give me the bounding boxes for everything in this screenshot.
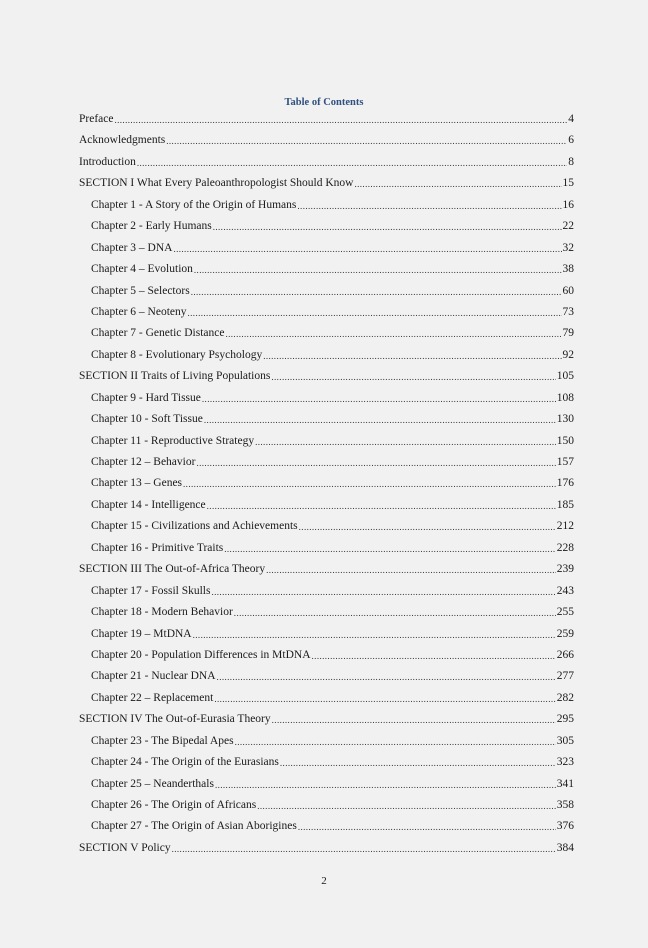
toc-entry-page: 79 (562, 327, 574, 340)
toc-entry-label: Chapter 3 – DNA (91, 241, 173, 254)
toc-entry-page: 60 (562, 284, 574, 297)
toc-chapter-entry[interactable] (79, 282, 574, 303)
dot-leader (266, 561, 556, 575)
toc-entry-label: Chapter 6 – Neoteny (91, 305, 187, 318)
toc-chapter-entry[interactable] (79, 689, 574, 710)
toc-entry-label: SECTION IV The Out-of-Eurasia Theory (79, 713, 271, 726)
toc-chapter-entry[interactable] (79, 196, 574, 217)
toc-chapter-entry[interactable] (79, 453, 574, 474)
dot-leader (299, 518, 556, 532)
toc-chapter-entry[interactable] (79, 817, 574, 838)
toc-entry-page: 92 (562, 348, 574, 361)
toc-entry-label: Chapter 17 - Fossil Skulls (91, 584, 211, 597)
toc-entry-page: 4 (568, 113, 574, 125)
dot-leader (213, 218, 562, 232)
dot-leader (173, 240, 561, 254)
dot-leader (191, 283, 562, 297)
toc-entry-label: Chapter 24 - The Origin of the Eurasians (91, 756, 279, 769)
toc-entry-page: 341 (556, 777, 574, 790)
dot-leader (114, 111, 567, 125)
toc-entry-label: Chapter 14 - Intelligence (91, 498, 206, 511)
toc-entry-page: 295 (556, 713, 574, 726)
toc-entry-label: Chapter 21 - Nuclear DNA (91, 670, 216, 683)
dot-leader (214, 690, 555, 704)
toc-chapter-entry[interactable] (79, 753, 574, 774)
toc-section-entry[interactable] (79, 110, 574, 131)
toc-entry-label: SECTION I What Every Paleoanthropologist Should Know (79, 177, 354, 190)
toc-entry-label: Chapter 9 - Hard Tissue (91, 391, 201, 404)
toc-entry-label: Chapter 7 - Genetic Distance (91, 327, 225, 340)
toc-entry-label: Chapter 8 - Evolutionary Psychology (91, 348, 263, 361)
toc-entry-label: Chapter 20 - Population Differences in MtDNA (91, 648, 311, 661)
toc-entry-label: SECTION V Policy (79, 841, 171, 854)
toc-entry-page: 259 (556, 627, 574, 640)
toc-section-entry[interactable] (79, 131, 574, 152)
dot-leader (255, 433, 556, 447)
toc-entry-page: 239 (556, 563, 574, 576)
toc-entry-label: SECTION II Traits of Living Populations (79, 370, 271, 383)
toc-chapter-entry[interactable] (79, 732, 574, 753)
toc-entry-label: Chapter 22 – Replacement (91, 691, 214, 704)
dot-leader (202, 390, 556, 404)
toc-chapter-entry[interactable] (79, 539, 574, 560)
toc-entry-label: Chapter 15 - Civilizations and Achievements (91, 520, 298, 533)
dot-leader (217, 668, 556, 682)
toc-entry-label: Chapter 19 – MtDNA (91, 627, 192, 640)
toc-entry-label: SECTION III The Out-of-Africa Theory (79, 563, 266, 576)
toc-chapter-entry[interactable] (79, 217, 574, 238)
dot-leader (224, 540, 556, 554)
dot-leader (193, 626, 556, 640)
toc-entry-page: 305 (556, 734, 574, 747)
dot-leader (271, 368, 555, 382)
toc-entry-page: 228 (556, 541, 574, 554)
toc-chapter-entry[interactable] (79, 667, 574, 688)
toc-entry-page: 6 (568, 134, 574, 147)
dot-leader (225, 325, 561, 339)
toc-entry-page: 212 (556, 520, 574, 533)
toc-section-entry[interactable] (79, 710, 574, 731)
toc-entry-label: Chapter 18 - Modern Behavior (91, 606, 233, 619)
toc-entry-label: Chapter 10 - Soft Tissue (91, 413, 203, 426)
dot-leader (215, 776, 556, 790)
toc-chapter-entry[interactable] (79, 410, 574, 431)
toc-entry-label: Chapter 11 - Reproductive Strategy (91, 434, 255, 447)
toc-chapter-entry[interactable] (79, 582, 574, 603)
toc-chapter-entry[interactable] (79, 517, 574, 538)
toc-entry-page: 105 (556, 370, 574, 383)
toc-section-entry[interactable] (79, 367, 574, 388)
dot-leader (298, 818, 556, 832)
toc-entry-label: Preface (79, 113, 114, 125)
toc-entry-page: 243 (556, 584, 574, 597)
toc-entry-label: Chapter 12 – Behavior (91, 456, 196, 468)
toc-entry-page: 16 (562, 198, 574, 211)
toc-entry-page: 38 (562, 263, 574, 276)
toc-chapter-entry[interactable] (79, 260, 574, 281)
dot-leader (172, 840, 556, 854)
dot-leader (196, 454, 555, 468)
toc-entry-label: Chapter 27 - The Origin of Asian Aborigines (91, 820, 297, 833)
toc-entry-page: 376 (556, 820, 574, 833)
dot-leader (137, 154, 567, 168)
dot-leader (204, 411, 556, 425)
toc-entry-page: 358 (556, 799, 574, 811)
dot-leader (194, 261, 562, 275)
dot-leader (312, 647, 556, 661)
dot-leader (188, 304, 562, 318)
toc-section-entry[interactable] (79, 153, 574, 174)
toc-entry-label: Chapter 23 - The Bipedal Apes (91, 734, 234, 747)
dot-leader (234, 604, 556, 618)
dot-leader (263, 347, 561, 361)
table-of-contents (79, 110, 574, 860)
dot-leader (235, 733, 556, 747)
dot-leader (211, 583, 555, 597)
toc-entry-page: 266 (556, 648, 574, 661)
toc-chapter-entry[interactable] (79, 625, 574, 646)
toc-entry-page: 8 (568, 155, 574, 168)
toc-chapter-entry[interactable] (79, 346, 574, 367)
toc-chapter-entry[interactable] (79, 324, 574, 345)
toc-entry-page: 255 (556, 606, 574, 619)
toc-entry-label: Chapter 25 – Neanderthals (91, 777, 214, 790)
dot-leader (354, 175, 561, 189)
toc-chapter-entry[interactable] (79, 474, 574, 495)
toc-entry-page: 323 (556, 756, 574, 769)
toc-entry-page: 108 (556, 391, 574, 404)
toc-entry-page: 176 (556, 477, 574, 490)
toc-section-entry[interactable] (79, 174, 574, 195)
toc-chapter-entry[interactable] (79, 496, 574, 517)
toc-entry-page: 22 (562, 220, 574, 233)
toc-entry-page: 32 (562, 241, 574, 254)
toc-chapter-entry[interactable] (79, 775, 574, 796)
toc-entry-label: Acknowledgments (79, 134, 166, 147)
toc-entry-label: Chapter 4 – Evolution (91, 263, 193, 276)
toc-entry-page: 130 (556, 413, 574, 426)
toc-entry-label: Introduction (79, 155, 136, 168)
toc-chapter-entry[interactable] (79, 432, 574, 453)
toc-entry-label: Chapter 13 – Genes (91, 477, 183, 490)
toc-entry-page: 15 (562, 177, 574, 190)
toc-entry-page: 277 (556, 670, 574, 683)
dot-leader (280, 754, 556, 768)
dot-leader (257, 797, 556, 811)
toc-entry-page: 157 (556, 456, 574, 468)
toc-entry-label: Chapter 1 - A Story of the Origin of Humans (91, 198, 297, 211)
toc-entry-page: 185 (556, 498, 574, 511)
toc-entry-page: 384 (556, 841, 574, 854)
toc-chapter-entry[interactable] (79, 646, 574, 667)
toc-entry-page: 73 (562, 305, 574, 318)
dot-leader (207, 497, 556, 511)
toc-entry-label: Chapter 26 - The Origin of Africans (91, 799, 257, 811)
toc-chapter-entry[interactable] (79, 389, 574, 410)
toc-section-entry[interactable] (79, 560, 574, 581)
toc-chapter-entry[interactable] (79, 239, 574, 260)
toc-entry-label: Chapter 16 - Primitive Traits (91, 541, 224, 554)
toc-entry-page: 282 (556, 691, 574, 704)
toc-entry-page: 150 (556, 434, 574, 447)
dot-leader (183, 475, 556, 489)
toc-entry-label: Chapter 2 - Early Humans (91, 220, 212, 233)
toc-chapter-entry[interactable] (79, 303, 574, 324)
toc-chapter-entry[interactable] (79, 796, 574, 817)
toc-entry-label: Chapter 5 – Selectors (91, 284, 190, 297)
toc-chapter-entry[interactable] (79, 603, 574, 624)
toc-title: Table of Contents (284, 97, 364, 108)
dot-leader (272, 711, 556, 725)
dot-leader (166, 132, 567, 146)
toc-section-entry[interactable] (79, 839, 574, 860)
dot-leader (297, 197, 561, 211)
page-number: 2 (321, 875, 327, 887)
